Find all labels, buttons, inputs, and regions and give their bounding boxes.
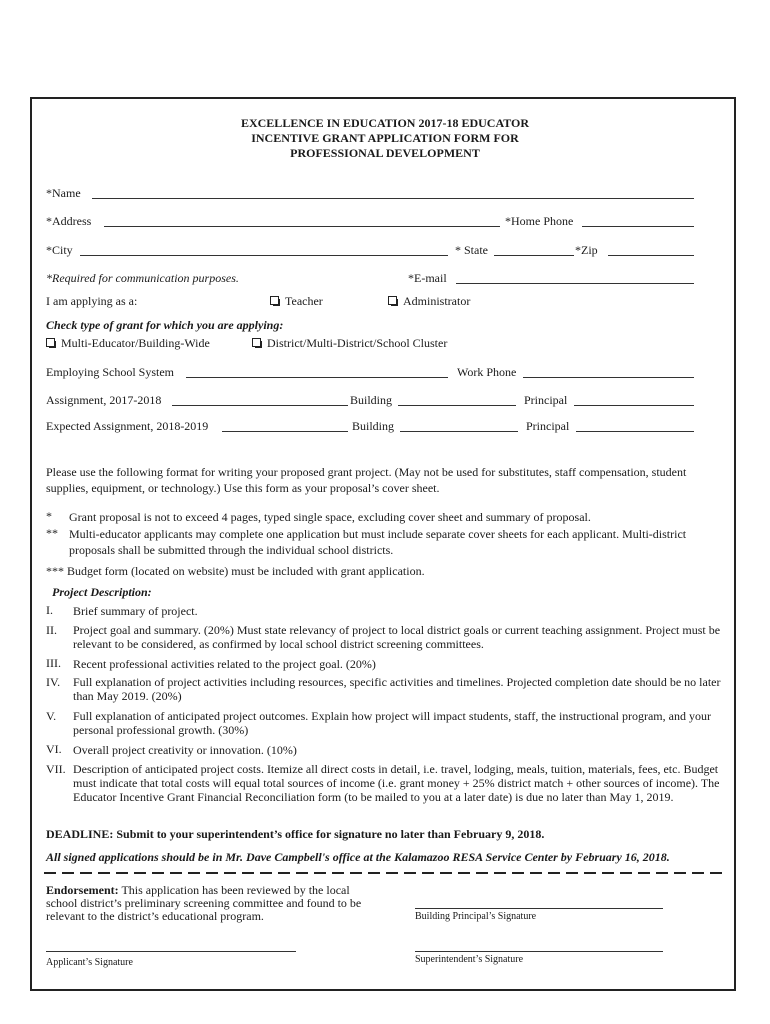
project-item: Description of anticipated project costs. Itemize all direct costs in detail, i.e. travel, lodging, meals, tuition, materials, fees, etc. Budget must indicate that total costs will equal total sources of income (i.e. grant money + 25% district match + other sources of income). The Educator Incentive Grant Financial Reconciliation form (to be mailed to you at a later date) is due no later than May 1, 2019. xyxy=(73,762,720,804)
administrator-option[interactable] xyxy=(388,294,470,309)
form-title xyxy=(0,116,770,161)
principal-signature-line[interactable] xyxy=(415,908,663,909)
administrator-checkbox[interactable] xyxy=(388,296,397,305)
building-field[interactable] xyxy=(398,405,516,406)
superintendent-signature-line[interactable] xyxy=(415,951,663,952)
signed-applications-note: All signed applications should be in Mr. Dave Campbell's office at the Kalamazoo RESA Service Center by February 16, 2018. xyxy=(46,850,670,864)
note1-mark: * xyxy=(46,509,52,523)
city-field[interactable] xyxy=(80,255,448,256)
work-phone-label: Work Phone xyxy=(457,365,517,379)
employing-school-system-label: Employing School System xyxy=(46,365,175,379)
building-label: Building xyxy=(350,393,393,407)
email-field[interactable] xyxy=(456,283,694,284)
applicant-signature-line[interactable] xyxy=(46,951,296,952)
zip-label: *Zip xyxy=(575,243,598,257)
applying-as-label: I am applying as a: xyxy=(46,294,138,308)
name-label: *Name xyxy=(46,186,81,200)
project-description-heading: Project Description: xyxy=(52,585,152,599)
required-note: *Required for communication purposes. xyxy=(46,271,239,285)
endorsement-label: Endorsement: xyxy=(46,883,119,897)
applicant-signature-label: Applicant’s Signature xyxy=(46,957,133,968)
expected-assignment-label: Expected Assignment, 2018-2019 xyxy=(46,419,209,433)
project-item: Recent professional activities related to the project goal. (20%) xyxy=(73,657,376,671)
teacher-option[interactable] xyxy=(270,294,323,309)
item-number: I. xyxy=(46,603,53,617)
city-label: *City xyxy=(46,243,73,257)
grant-type-heading: Check type of grant for which you are applying: xyxy=(46,318,284,332)
title-line-1: EXCELLENCE IN EDUCATION 2017-18 EDUCATOR xyxy=(240,116,530,130)
project-item: Full explanation of project activities including resources, specific activities and timelines. Projected completion date should be no later than May 2019. (20%) xyxy=(73,675,721,703)
item-number: VII. xyxy=(46,762,66,776)
work-phone-field[interactable] xyxy=(523,377,694,378)
item-number: V. xyxy=(46,709,57,723)
title-line-3: PROFESSIONAL DEVELOPMENT xyxy=(290,146,480,160)
expected-principal-field[interactable] xyxy=(576,431,694,432)
expected-building-label: Building xyxy=(352,419,395,433)
note2-mark: ** xyxy=(46,526,58,540)
project-item: Overall project creativity or innovation. (10%) xyxy=(73,743,297,757)
instructions-intro: Please use the following format for writing your proposed grant project. (May not be used for substitutes, staff compensation, student supplies, equipment, or technology.) Use this form as your proposal’s cover sheet. xyxy=(46,465,687,495)
project-item: Full explanation of anticipated project outcomes. Explain how project will impact students, staff, the instructional program, and your personal professional growth. (30%) xyxy=(73,709,711,737)
assignment-field[interactable] xyxy=(172,405,348,406)
item-number: II. xyxy=(46,623,57,637)
note2: Multi-educator applicants may complete one application but must include separate cover sheets for each applicant. Multi-district proposals shall be submitted through the individual school districts. xyxy=(69,527,687,557)
endorsement-text xyxy=(46,884,368,923)
multi-educator-option[interactable] xyxy=(46,336,210,351)
note1: Grant proposal is not to exceed 4 pages, typed single space, excluding cover sheet and summary of proposal. xyxy=(69,510,591,524)
item-number: IV. xyxy=(46,675,61,689)
project-item: Project goal and summary. (20%) Must state relevancy of project to local district goals or current teaching assignment. Project must be relevant to be considered, as confirmed by local school district screening committees. xyxy=(73,623,721,651)
address-label: *Address xyxy=(46,214,92,228)
assignment-label: Assignment, 2017-2018 xyxy=(46,393,162,407)
administrator-label: Administrator xyxy=(403,294,471,308)
note3: *** Budget form (located on website) must be included with grant application. xyxy=(46,564,425,578)
principal-field[interactable] xyxy=(574,405,694,406)
principal-label: Principal xyxy=(524,393,568,407)
superintendent-signature-label: Superintendent’s Signature xyxy=(415,954,524,965)
project-item: Brief summary of project. xyxy=(73,604,198,618)
address-field[interactable] xyxy=(104,226,500,227)
expected-building-field[interactable] xyxy=(400,431,518,432)
email-label: *E-mail xyxy=(408,271,447,285)
endorsement-body: This application has been reviewed by the local school district’s preliminary screening committee and found to be relevant to the district’s educational program. xyxy=(46,883,362,923)
title-line-2: INCENTIVE GRANT APPLICATION FORM FOR xyxy=(251,131,519,145)
home-phone-field[interactable] xyxy=(582,226,694,227)
multi-educator-label: Multi-Educator/Building-Wide xyxy=(61,336,210,350)
home-phone-label: *Home Phone xyxy=(505,214,574,228)
expected-assignment-field[interactable] xyxy=(222,431,348,432)
principal-signature-label: Building Principal’s Signature xyxy=(415,911,537,922)
expected-principal-label: Principal xyxy=(526,419,570,433)
employing-school-system-field[interactable] xyxy=(186,377,448,378)
district-label: District/Multi-District/School Cluster xyxy=(267,336,448,350)
item-number: VI. xyxy=(46,742,62,756)
state-field[interactable] xyxy=(494,255,574,256)
teacher-label: Teacher xyxy=(285,294,323,308)
state-label: * State xyxy=(455,243,488,257)
teacher-checkbox[interactable] xyxy=(270,296,279,305)
zip-field[interactable] xyxy=(608,255,694,256)
deadline-text: DEADLINE: Submit to your superintendent’s office for signature no later than February 9, 2018. xyxy=(46,827,545,841)
item-number: III. xyxy=(46,656,61,670)
multi-educator-checkbox[interactable] xyxy=(46,338,55,347)
district-checkbox[interactable] xyxy=(252,338,261,347)
district-option[interactable] xyxy=(252,336,447,351)
dashed-separator xyxy=(44,872,728,874)
name-field[interactable] xyxy=(92,198,694,199)
